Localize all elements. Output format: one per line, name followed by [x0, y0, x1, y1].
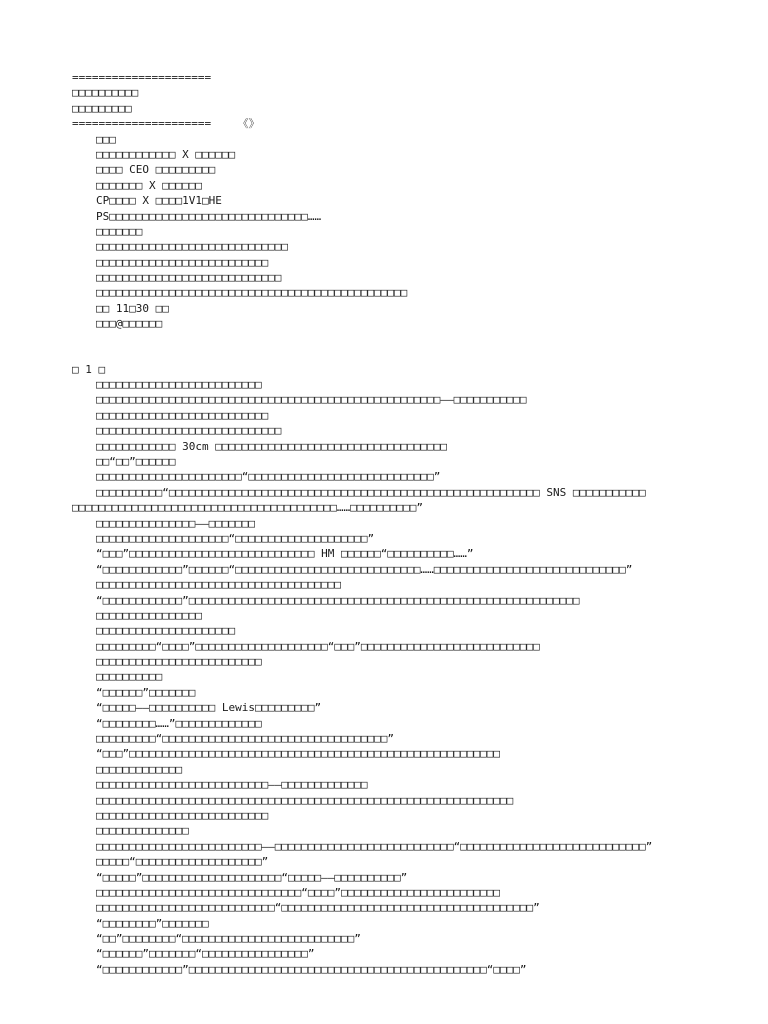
header-line-1: □□□□□□□□□□ — [72, 86, 139, 100]
paragraph-line: □□□□□□□□□□□□□□□——□□□□□□□ — [96, 516, 255, 530]
preface-line: □□□□□□□□□□□□□□□□□□□□□□□□□□ — [96, 255, 269, 269]
preface-line: □□□□□□□ — [96, 224, 143, 238]
preface-line: □□□□□□□ X □□□□□□ — [96, 178, 202, 192]
paragraph-line: “□□□□□——□□□□□□□□□□ Lewis□□□□□□□□□” — [96, 701, 322, 715]
paragraph-line: □□□□□□□□□“□□□□”□□□□□□□□□□□□□□□□□□□□“□□□”□□□□□□□□□□□□□□□□□□□□□□□□□□□ — [96, 639, 540, 653]
header-rule-bottom: ===================== 《》 — [72, 117, 260, 131]
paragraph-line: “□□□□□□”□□□□□□□ — [96, 685, 196, 699]
preface-line: CP□□□□ X □□□□1V1□HE — [96, 194, 222, 208]
paragraph-line: □□□□□□□□□□□□□□□□ — [96, 608, 202, 622]
paragraph-line: □□□□□□□□□□□□□□□□□□□□□□□□□□ — [96, 408, 269, 422]
preface-line: □□□□□□□□□□□□□□□□□□□□□□□□□□□□ — [96, 271, 282, 285]
preface-line: □□□□ CEO □□□□□□□□□ — [96, 163, 216, 177]
paragraph-line: “□□”□□□□□□□□“□□□□□□□□□□□□□□□□□□□□□□□□□□” — [96, 932, 361, 946]
paragraph-line: □□□□□□□□□□□□□□□□□□□□□□□□□□□□ — [96, 424, 282, 438]
paragraph-line: □□□□□□□□□□□□□□□□□□□□□□□□□□□□□□□□□□□□□□□□……□□□□□□□□□□” — [72, 501, 423, 515]
preface-line: □□□□□□□□□□□□□□□□□□□□□□□□□□□□□□□□□□□□□□□□□□□□□□□ — [96, 286, 408, 300]
paragraph-line: □□□□□□□□□□□□□□□□□□□□□□□□□□□□□□□“□□□□”□□□□□□□□□□□□□□□□□□□□□□□□ — [96, 885, 500, 899]
preface-line: □□□□□□□□□□□□ X □□□□□□ — [96, 147, 236, 161]
paragraph-line: “□□□□□□□□□□□□”□□□□□□□□□□□□□□□□□□□□□□□□□□□□□□□□□□□□□□□□□□□□□□□□□□□□□□□□□□□ — [96, 593, 580, 607]
paragraph-line: “□□□□□”□□□□□□□□□□□□□□□□□□□□□“□□□□□——□□□□□□□□□□” — [96, 870, 408, 884]
paragraph-line: □□□□□□□□□“□□□□□□□□□□□□□□□□□□□□□□□□□□□□□□□□□□” — [96, 732, 395, 746]
paragraph-line: □□□□□□□□□□ — [96, 670, 163, 684]
paragraph-line: □□□□□□□□□□□□ 30cm □□□□□□□□□□□□□□□□□□□□□□□□□□□□□□□□□□□ — [96, 439, 447, 453]
preface-block — [72, 132, 732, 332]
paragraph-line: □□□□□“□□□□□□□□□□□□□□□□□□□” — [96, 855, 269, 869]
preface-line: □□□ — [96, 132, 116, 146]
header-block — [72, 70, 732, 132]
section-gap — [72, 332, 732, 362]
header-rule-top: ===================== — [72, 71, 212, 84]
preface-line: □□□@□□□□□□ — [96, 317, 163, 331]
paragraph-line: □□□□□□□□□□□□□□□□□□□□□□□□□□□□□□□□□□□□□□□□□□□□□□□□□□□□□□□□□□□□□□□ — [96, 793, 514, 807]
paragraph-line: □□□□□□□□□□□□□□□□□□□□□□□□□ — [96, 655, 262, 669]
paragraph-line: □□“□□”□□□□□□ — [96, 454, 176, 468]
chapter-body — [72, 377, 732, 977]
chapter-block — [72, 362, 732, 978]
paragraph-line: □□□□□□□□□□□□□□□□□□□□□□□□□□□□□□□□□□□□□□□□□□□□□□□□□□□□——□□□□□□□□□□□ — [96, 393, 527, 407]
paragraph-line: “□□□□□□□□……”□□□□□□□□□□□□□ — [96, 716, 262, 730]
paragraph-line: “□□□”□□□□□□□□□□□□□□□□□□□□□□□□□□□□□□□□□□□□□□□□□□□□□□□□□□□□□□□□ — [96, 747, 500, 761]
preface-line: PS□□□□□□□□□□□□□□□□□□□□□□□□□□□□□□…… — [96, 209, 322, 223]
paragraph-line: □□□□□□□□□□□□□□□□□□□□□□□□□——□□□□□□□□□□□□□□□□□□□□□□□□□□□“□□□□□□□□□□□□□□□□□□□□□□□□□□□□” — [96, 839, 653, 853]
paragraph-line: □□□□□□□□□□□□□ — [96, 762, 183, 776]
paragraph-line: □□□□□□□□□□□□□□ — [96, 824, 189, 838]
paragraph-line: □□□□□□□□□□“□□□□□□□□□□□□□□□□□□□□□□□□□□□□□□□□□□□□□□□□□□□□□□□□□□□□□□□□ SNS □□□□□□□□□□□ — [96, 485, 646, 499]
paragraph-line: □□□□□□□□□□□□□□□□□□□□□□□□□□□“□□□□□□□□□□□□□□□□□□□□□□□□□□□□□□□□□□□□□□” — [96, 901, 540, 915]
preface-line: □□ 11□30 □□ — [96, 301, 169, 315]
paragraph-line: “□□□□□□□□”□□□□□□□ — [96, 916, 209, 930]
paragraph-line: □□□□□□□□□□□□□□□□□□□□□ — [96, 624, 236, 638]
paragraph-line: □□□□□□□□□□□□□□□□□□□□□□□□□□——□□□□□□□□□□□□□ — [96, 778, 368, 792]
paragraph-line: “□□□□□□□□□□□□”□□□□□□□□□□□□□□□□□□□□□□□□□□□□□□□□□□□□□□□□□□□□□“□□□□” — [96, 962, 527, 976]
paragraph-line: □□□□□□□□□□□□□□□□□□□□□□□□□ — [96, 378, 262, 392]
chapter-heading: □ 1 □ — [72, 362, 106, 376]
paragraph-line: “□□□□□□”□□□□□□□“□□□□□□□□□□□□□□□□” — [96, 947, 315, 961]
paragraph-line: □□□□□□□□□□□□□□□□□□□□“□□□□□□□□□□□□□□□□□□□□” — [96, 531, 375, 545]
paragraph-line: □□□□□□□□□□□□□□□□□□□□□□□□□□ — [96, 808, 269, 822]
paragraph-line: “□□□”□□□□□□□□□□□□□□□□□□□□□□□□□□□□ HM □□□□□□“□□□□□□□□□□……” — [96, 547, 474, 561]
document-page — [72, 70, 732, 977]
paragraph-line: □□□□□□□□□□□□□□□□□□□□□□□□□□□□□□□□□□□□□ — [96, 578, 342, 592]
paragraph-line: □□□□□□□□□□□□□□□□□□□□□□“□□□□□□□□□□□□□□□□□□□□□□□□□□□□” — [96, 470, 441, 484]
preface-line: □□□□□□□□□□□□□□□□□□□□□□□□□□□□□ — [96, 240, 289, 254]
header-line-2: □□□□□□□□□ — [72, 101, 132, 115]
paragraph-line: “□□□□□□□□□□□□”□□□□□□“□□□□□□□□□□□□□□□□□□□□□□□□□□□□……□□□□□□□□□□□□□□□□□□□□□□□□□□□□□” — [96, 562, 633, 576]
